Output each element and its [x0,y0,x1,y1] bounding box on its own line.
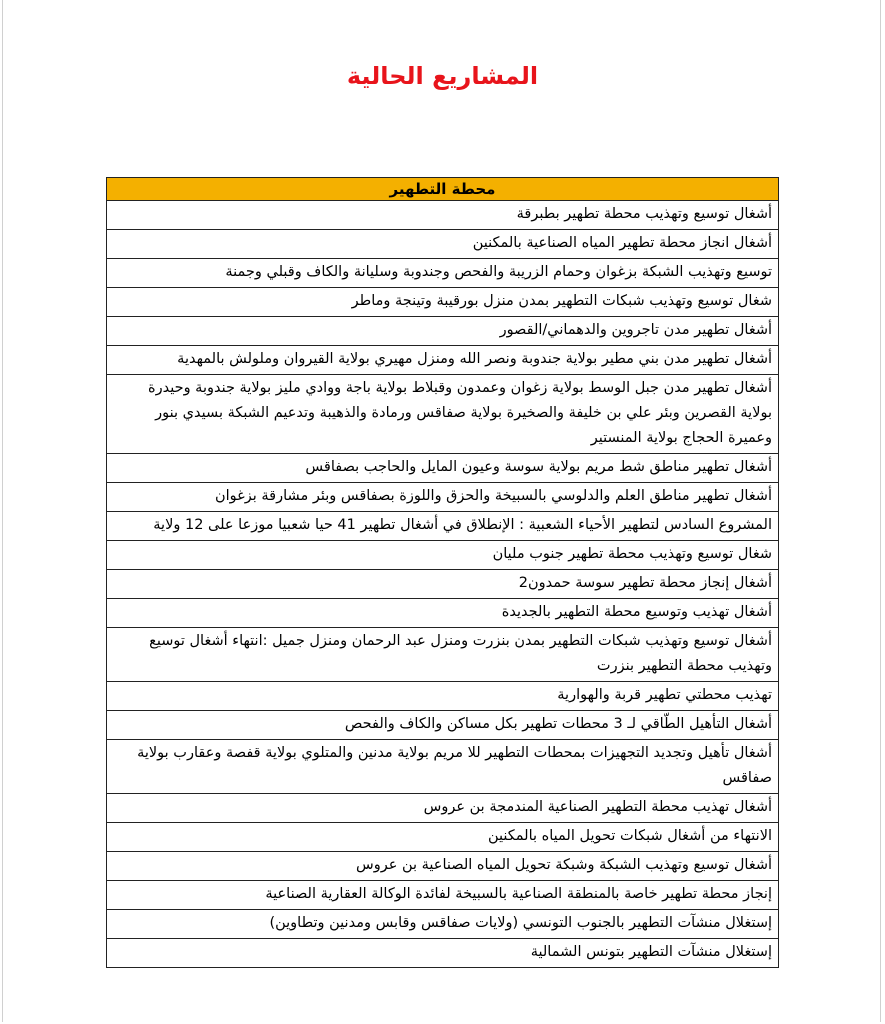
table-row [107,483,779,512]
table-row [107,794,779,823]
table-cell: شغال توسيع وتهذيب شبكات التطهير بمدن منزل بورقيبة وتينجة وماطر [107,288,779,317]
table-cell: إستغلال منشآت التطهير بالجنوب التونسي (ولايات صفاقس وقابس ومدنين وتطاوين) [107,910,779,939]
table-row [107,230,779,259]
table-row [107,910,779,939]
table-row [107,259,779,288]
table-row [107,740,779,794]
table-cell: المشروع السادس لتطهير الأحياء الشعبية : الإنطلاق في أشغال تطهير 41 حيا شعبيا موزعا على 12 ولاية [107,512,779,541]
table-cell: أشغال انجاز محطة تطهير المياه الصناعية بالمكنين [107,230,779,259]
table-row [107,881,779,910]
table-cell: أشغال تهذيب محطة التطهير الصناعية المندمجة بن عروس [107,794,779,823]
table-cell: إستغلال منشآت التطهير بتونس الشمالية [107,939,779,968]
table-cell: أشغال تطهير مدن تاجروين والدهماني/القصور [107,317,779,346]
table-row [107,852,779,881]
table-cell: أشغال إنجاز محطة تطهير سوسة حمدون2 [107,570,779,599]
table-cell: أشغال توسيع وتهذيب شبكات التطهير بمدن بنزرت ومنزل عبد الرحمان ومنزل جميل :انتهاء أشغال توسيع وتهذيب محطة التطهير بنزرت [107,628,779,682]
table-row [107,939,779,968]
table-cell: أشغال تأهيل وتجديد التجهيزات بمحطات التطهير للا مريم بولاية مدنين والمتلوي بولاية قفصة وعقارب بولاية صفاقس [107,740,779,794]
table-row [107,570,779,599]
table-row [107,599,779,628]
table-row [107,541,779,570]
table-body [107,201,779,968]
table-row [107,628,779,682]
page-title: المشاريع الحالية [346,62,539,90]
table-row [107,823,779,852]
table-cell: الانتهاء من أشغال شبكات تحويل المياه بالمكنين [107,823,779,852]
table-row [107,512,779,541]
table-cell: إنجاز محطة تطهير خاصة بالمنطقة الصناعية بالسبيخة لفائدة الوكالة العقارية الصناعية [107,881,779,910]
table-cell: أشغال تطهير مناطق العلم والدلوسي بالسبيخة والحزق واللوزة بصفاقس وبئر مشارقة بزغوان [107,483,779,512]
table-row [107,201,779,230]
table-row [107,317,779,346]
table-cell: تهذيب محطتي تطهير قربة والهوارية [107,682,779,711]
table-row [107,288,779,317]
table-cell: توسيع وتهذيب الشبكة بزغوان وحمام الزريبة والفحص وجندوبة وسليانة والكاف وقبلي وجمنة [107,259,779,288]
table-cell: أشغال التأهيل الطّاقي لـ 3 محطات تطهير بكل مساكن والكاف والفحص [107,711,779,740]
table-row [107,346,779,375]
table-row [107,454,779,483]
table-header: محطة التطهير [107,178,779,201]
table-header-row [107,178,779,201]
table-cell: أشغال توسيع وتهذيب محطة تطهير بطبرقة [107,201,779,230]
table-row [107,711,779,740]
table-cell: أشغال توسيع وتهذيب الشبكة وشبكة تحويل المياه الصناعية بن عروس [107,852,779,881]
projects-table [106,177,779,968]
table-cell: أشغال تطهير مدن جبل الوسط بولاية زغوان وعمدون وقبلاط بولاية باجة ووادي مليز بولاية جندوبة وحيدرة بولاية القصرين وبئر علي بن خليفة والصخيرة بولاية صفاقس ورمادة والذهيبة وتدعيم الشبكة بسيدي بنور وعميرة الحجاج بولاية المنستير [107,375,779,454]
table-cell: شغال توسيع وتهذيب محطة تطهير جنوب مليان [107,541,779,570]
table-cell: أشغال تطهير مناطق شط مريم بولاية سوسة وعيون المايل والحاجب بصفاقس [107,454,779,483]
table-cell: أشغال تطهير مدن بني مطير بولاية جندوبة ونصر الله ومنزل مهيري بولاية القيروان وملولش بالمهدية [107,346,779,375]
table-row [107,375,779,454]
table-cell: أشغال تهذيب وتوسيع محطة التطهير بالجديدة [107,599,779,628]
table-row [107,682,779,711]
